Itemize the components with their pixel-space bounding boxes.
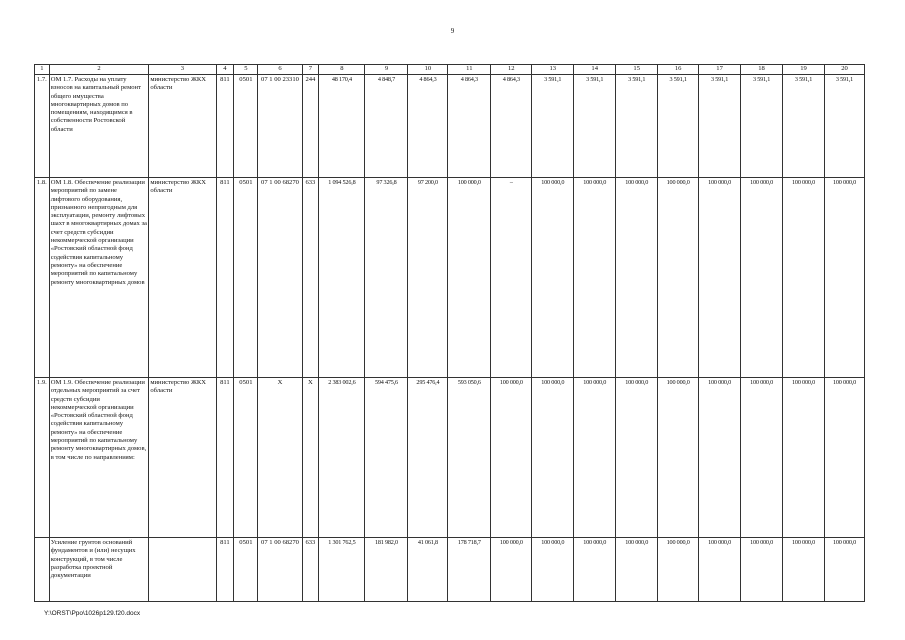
value-cell: 97 200,0 xyxy=(408,178,448,378)
value-cell: 4 864,3 xyxy=(408,75,448,178)
value-cell: 100 000,0 xyxy=(741,178,783,378)
value-cell: 295 476,4 xyxy=(408,378,448,538)
measure-name: Усиление грунтов оснований фундаментов и (или) несущих конструкций, в том числе разработка проектной документации xyxy=(49,538,149,602)
value-cell: 48 170,4 xyxy=(319,75,365,178)
row-number xyxy=(35,538,50,602)
table-row xyxy=(35,538,865,602)
csr-code: 07 1 00 68270 xyxy=(258,178,302,378)
vr-code: 244 xyxy=(302,75,319,178)
table-row xyxy=(35,178,865,378)
value-cell: 594 475,6 xyxy=(365,378,408,538)
rzpr-code: 0501 xyxy=(234,378,258,538)
header-cell: 18 xyxy=(741,65,783,75)
rzpr-code: 0501 xyxy=(234,538,258,602)
executor: министерство ЖКХ области xyxy=(149,378,216,538)
page-number: 9 xyxy=(450,27,455,35)
value-cell: 100 000,0 xyxy=(491,538,532,602)
value-cell: 100 000,0 xyxy=(574,178,616,378)
header-cell: 9 xyxy=(365,65,408,75)
value-cell: 3 591,1 xyxy=(658,75,699,178)
value-cell: 100 000,0 xyxy=(825,178,865,378)
value-cell: 3 591,1 xyxy=(783,75,825,178)
value-cell: 100 000,0 xyxy=(491,378,532,538)
measure-name: ОМ 1.9. Обеспечение реализации отдельных мероприятий за счет средств субсидии некоммерческой организации «Ростовский областной фонд содействия капитальному ремонту» на обеспечение мероприятий по капитальному ремонту многоквартирных домов, в том числе по направлениям: xyxy=(49,378,149,538)
value-cell: 4 864,3 xyxy=(491,75,532,178)
header-cell: 5 xyxy=(234,65,258,75)
header-cell: 6 xyxy=(258,65,302,75)
executor: министерство ЖКХ области xyxy=(149,75,216,178)
value-cell: 100 000,0 xyxy=(532,178,574,378)
value-cell: 3 591,1 xyxy=(699,75,741,178)
value-cell: 97 326,8 xyxy=(365,178,408,378)
header-cell: 12 xyxy=(491,65,532,75)
value-cell: 100 000,0 xyxy=(616,378,658,538)
table-row xyxy=(35,378,865,538)
header-cell: 14 xyxy=(574,65,616,75)
value-cell: 100 000,0 xyxy=(699,538,741,602)
value-cell: 100 000,0 xyxy=(658,178,699,378)
csr-code: Х xyxy=(258,378,302,538)
value-cell: 100 000,0 xyxy=(825,378,865,538)
header-cell: 13 xyxy=(532,65,574,75)
value-cell: 100 000,0 xyxy=(699,378,741,538)
header-cell: 11 xyxy=(448,65,491,75)
header-cell: 17 xyxy=(699,65,741,75)
value-cell: 100 000,0 xyxy=(574,378,616,538)
value-cell: 100 000,0 xyxy=(532,538,574,602)
rzpr-code: 0501 xyxy=(234,75,258,178)
value-cell: – xyxy=(491,178,532,378)
executor: министерство ЖКХ области xyxy=(149,178,216,378)
value-cell: 3 591,1 xyxy=(825,75,865,178)
csr-code: 07 1 00 68270 xyxy=(258,538,302,602)
header-cell: 3 xyxy=(149,65,216,75)
measure-name: ОМ 1.8. Обеспечение реализации мероприятий по замене лифтового оборудования, признанного непригодным для эксплуатации, ремонту лифтовых шахт в многоквартирных домах за счет средств субсидии некоммерческой организации «Ростовский областной фонд содействия капитальному ремонту» на обеспечение мероприятий по капитальному ремонту многоквартирных домов xyxy=(49,178,149,378)
table-row xyxy=(35,75,865,178)
grbs-code: 811 xyxy=(216,75,234,178)
grbs-code: 811 xyxy=(216,378,234,538)
measure-name: ОМ 1.7. Расходы на уплату взносов на капитальный ремонт общего имущества многоквартирных домов по помещениям, находящимся в собственности Ростовской области xyxy=(49,75,149,178)
header-cell: 16 xyxy=(658,65,699,75)
value-cell: 100 000,0 xyxy=(616,538,658,602)
executor xyxy=(149,538,216,602)
row-number: 1.7. xyxy=(35,75,50,178)
vr-code: Х xyxy=(302,378,319,538)
value-cell: 100 000,0 xyxy=(783,538,825,602)
value-cell: 100 000,0 xyxy=(658,538,699,602)
value-cell: 100 000,0 xyxy=(699,178,741,378)
row-number: 1.9. xyxy=(35,378,50,538)
value-cell: 100 000,0 xyxy=(741,538,783,602)
grbs-code: 811 xyxy=(216,538,234,602)
header-cell: 4 xyxy=(216,65,234,75)
value-cell: 100 000,0 xyxy=(448,178,491,378)
value-cell: 4 848,7 xyxy=(365,75,408,178)
value-cell: 41 061,8 xyxy=(408,538,448,602)
value-cell: 100 000,0 xyxy=(783,178,825,378)
value-cell: 1 094 526,8 xyxy=(319,178,365,378)
value-cell: 593 050,6 xyxy=(448,378,491,538)
value-cell: 4 864,3 xyxy=(448,75,491,178)
value-cell: 3 591,1 xyxy=(574,75,616,178)
value-cell: 3 591,1 xyxy=(741,75,783,178)
vr-code: 633 xyxy=(302,178,319,378)
header-row xyxy=(35,65,865,75)
header-cell: 20 xyxy=(825,65,865,75)
value-cell: 1 301 762,5 xyxy=(319,538,365,602)
header-cell: 1 xyxy=(35,65,50,75)
value-cell: 181 982,0 xyxy=(365,538,408,602)
value-cell: 178 718,7 xyxy=(448,538,491,602)
header-cell: 19 xyxy=(783,65,825,75)
value-cell: 100 000,0 xyxy=(532,378,574,538)
header-cell: 10 xyxy=(408,65,448,75)
header-cell: 7 xyxy=(302,65,319,75)
file-path-footer: Y:\ORST\Ppo\1026p129.f20.docx xyxy=(44,610,141,617)
value-cell: 100 000,0 xyxy=(825,538,865,602)
value-cell: 100 000,0 xyxy=(658,378,699,538)
grbs-code: 811 xyxy=(216,178,234,378)
rzpr-code: 0501 xyxy=(234,178,258,378)
value-cell: 100 000,0 xyxy=(741,378,783,538)
header-cell: 15 xyxy=(616,65,658,75)
value-cell: 100 000,0 xyxy=(783,378,825,538)
vr-code: 633 xyxy=(302,538,319,602)
value-cell: 2 383 002,6 xyxy=(319,378,365,538)
budget-table xyxy=(34,64,865,602)
value-cell: 3 591,1 xyxy=(532,75,574,178)
csr-code: 07 1 00 23310 xyxy=(258,75,302,178)
value-cell: 100 000,0 xyxy=(616,178,658,378)
header-cell: 8 xyxy=(319,65,365,75)
value-cell: 100 000,0 xyxy=(574,538,616,602)
header-cell: 2 xyxy=(49,65,149,75)
value-cell: 3 591,1 xyxy=(616,75,658,178)
row-number: 1.8. xyxy=(35,178,50,378)
